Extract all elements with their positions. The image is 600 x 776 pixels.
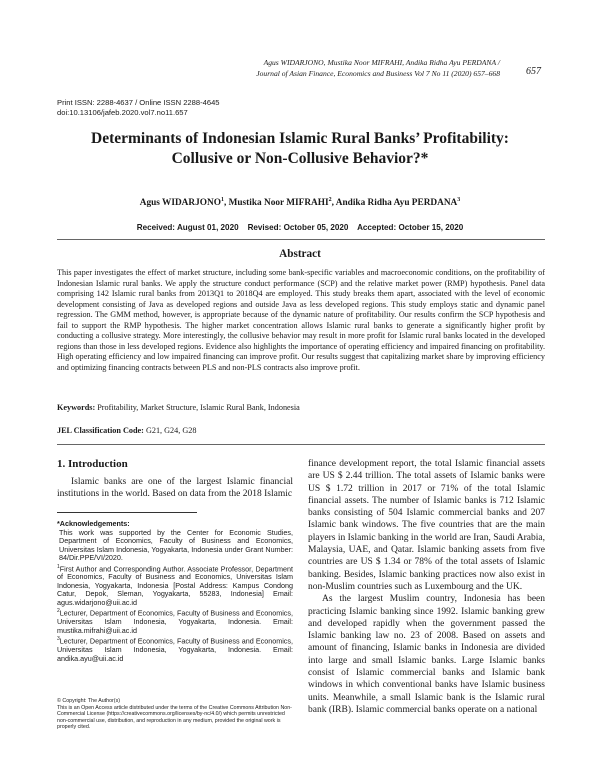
author-3-sup: 3	[457, 197, 461, 203]
running-header-journal: Journal of Asian Finance, Economics and Business Vol 7 No 11 (2020) 657–668	[256, 69, 500, 78]
section-heading-introduction: 1. Introduction	[57, 458, 128, 470]
doi-line: doi:10.13106/jafeb.2020.vol7.no11.657	[57, 108, 188, 117]
license-text: This is an Open Access article distributed under the terms of the Creative Commons Attribution Non-Commercial License (https://creativecommons.org/licenses/by-nc/4.0/) which permits unrestricted non-commercial use, distribution, and reproduction in any medium, provided the original work is properly cited.	[57, 704, 292, 731]
fn3-mark: 3	[57, 636, 60, 643]
keywords	[57, 403, 300, 412]
title-line-1: Determinants of Indonesian Islamic Rural Banks’ Profitability:	[91, 130, 509, 147]
acknowledgements	[57, 520, 293, 663]
fn1-mark: 1	[57, 563, 60, 570]
author-1-sup: 1	[220, 197, 224, 203]
intro-right-paragraph-2: As the largest Muslim country, Indonesia has been practicing Islamic banking since 1992. Islamic banking grew and developed rapidly when the government passed the Islamic banking law no. 23 of 2008. Based on assets and amount of financing, Islamic banks in Indonesia are divided into large and small Islamic banks. Large Islamic banks consist of Islamic commercial banks and Islamic bank windows in which conventional banks have Islamic business units. Meanwhile, a small Islamic bank is the Islamic rural bank (IRB). Islamic commercial banks operate on a national	[308, 594, 545, 715]
submission-dates	[40, 223, 560, 232]
author-2: Mustika Noor MIFRAHI	[228, 198, 329, 209]
intro-left-text: Islamic banks are one of the largest Islamic financial institutions in the world. Based on data from the 2018 Islamic	[57, 477, 293, 500]
running-header-authors: Agus WIDARJONO, Mustika Noor MIFRAHI, Andika Ridha Ayu PERDANA /	[263, 58, 500, 67]
author-3: Andika Ridha Ayu PERDANA	[335, 198, 458, 209]
author-1: Agus WIDARJONO	[139, 198, 221, 209]
footnote-2: Lecturer, Department of Economics, Faculty of Business and Economics, Universitas Islam Indonesia, Yogyakarta, Indonesia. Email: mustika.mifrahi@uii.ac.id	[57, 608, 293, 635]
intro-right-column	[308, 458, 545, 716]
jel-codes	[57, 426, 196, 435]
paper-title	[40, 129, 560, 169]
copyright-notice	[57, 698, 293, 731]
divider-bottom	[57, 444, 545, 445]
author-list: Agus WIDARJONO$^1$, Mustika Noor MIFRAHI$^2$, Andika Ridha Ayu PERDANA$^3$	[139, 197, 461, 209]
jel-label: JEL Classification Code:	[57, 426, 144, 435]
revised-date: Revised: October 05, 2020	[247, 223, 349, 232]
issn-block	[57, 98, 220, 118]
divider-top	[57, 239, 545, 240]
ack-text: This work was supported by the Center for Economic Studies, Department of Economics, Faculty of Business and Economics, Universitas Islam Indonesia, Yogyakarta, Indonesia under Grant Number: 84/Dir.PPE/VI/2020.	[59, 527, 293, 562]
author-2-sup: 2	[328, 197, 332, 203]
keywords-value: Profitability, Market Structure, Islamic Rural Bank, Indonesia	[97, 403, 300, 412]
page-number: 657	[526, 66, 541, 77]
fn2-mark: 2	[57, 608, 60, 615]
jel-value: G21, G24, G28	[145, 426, 197, 435]
footnote-3: Lecturer, Department of Economics, Faculty of Business and Economics, Universitas Islam Indonesia, Yogyakarta, Indonesia. Email: andika.ayu@uii.ac.id	[57, 636, 293, 663]
abstract-heading: Abstract	[279, 248, 321, 260]
ack-heading: *Acknowledgements:	[57, 519, 130, 528]
accepted-date: Accepted: October 15, 2020	[357, 223, 464, 232]
received-date: Received: August 01, 2020	[136, 223, 239, 232]
copyright-line: © Copyright: The Author(s)	[57, 698, 120, 704]
footnote-divider	[57, 512, 197, 513]
intro-right-paragraph-1: finance development report, the total Islamic financial assets are US $ 2.44 trillion. The total assets of Islamic banks were US $ 1.72 trillion in 2017 or 71% of the total Islamic financial assets. The number of Islamic banks is 712 Islamic banks consisting of 504 Islamic commercial banks and 207 Islamic bank windows. The five countries that are the main players in Islamic banking in the world are Iran, Saudi Arabia, Malaysia, UAE, and Qatar. Islamic banking assets from five countries are US $ 1.34 or 78% of the total assets of Islamic banking. Besides, Islamic banking practices now also exist in non-Muslim countries such as Luxembourg and the UK.	[308, 459, 545, 592]
footnote-1: First Author and Corresponding Author. Associate Professor, Department of Economics, Faculty of Business and Economics, Universitas Islam Indonesia, Yogyakarta, Indonesia [Postal Address: Kampus Condong Catur, Depok, Sleman, Yogyakarta, 55283, Indonesia] Email: agus.widarjono@uii.ac.id	[57, 563, 293, 607]
abstract-text: This paper investigates the effect of market structure, including some bank-specific variables and macroeconomic conditions, on the profitability of Indonesian Islamic rural banks. We apply the structure conduct performance (SCP) and the relative market power (RMP) hypothesis. Panel data comprising 142 Islamic rural banks from 2013Q1 to 2018Q4 are employed. This study breaks them apart, associated with the level of economic development consisting of Java as developed regions and outside Java as less developed regions. This study employs static and dynamic panel regression. The GMM method, however, is appropriate because of the dynamic nature of profitability. Our results confirm the SCP hypothesis and fail to support the RMP hypothesis. The higher market concentration allows Islamic rural banks to generate a significantly higher profit by conducting a collusive strategy. More interestingly, the collusive behavior may result in more profit for Islamic rural banks located in the developed regions than those in less developed regions. Evidence also highlights the importance of operating efficiency and impaired financing on profitability. High operating efficiency and low impaired financing can improve profit. Our results suggest that capitalizing market share by improving efficiency and optimizing financing contracts between PLS and non-PLS contracts also improve profit.	[57, 268, 545, 372]
issn-line: Print ISSN: 2288-4637 / Online ISSN 2288-4645	[57, 98, 220, 107]
title-line-2: Collusive or Non-Collusive Behavior?*	[171, 150, 429, 167]
keywords-label: Keywords:	[57, 403, 96, 412]
